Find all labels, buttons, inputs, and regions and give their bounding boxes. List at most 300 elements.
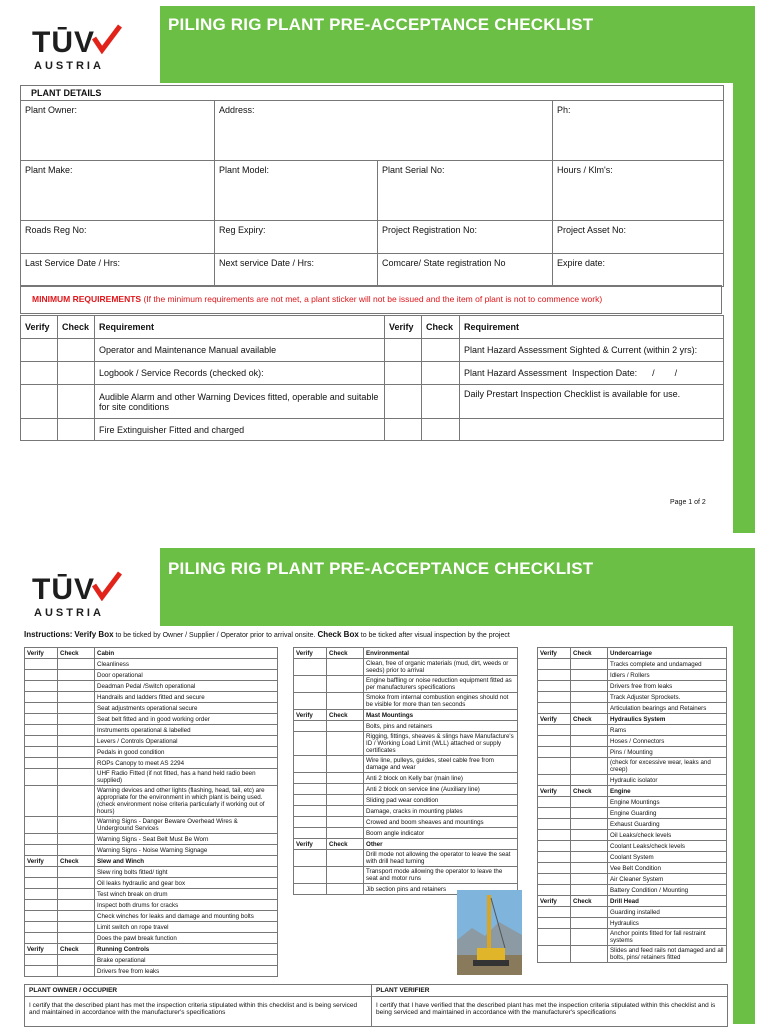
checklist-item: Hoses / Connectors	[608, 736, 727, 747]
verify-box[interactable]	[25, 889, 58, 900]
verify-box[interactable]	[538, 725, 571, 736]
logo-check-mark	[92, 24, 122, 54]
check-box[interactable]	[571, 758, 608, 775]
check-box[interactable]	[422, 419, 460, 441]
page-2	[0, 547, 768, 1024]
check-box[interactable]	[58, 659, 95, 670]
checklist-row	[25, 834, 278, 845]
check-box[interactable]	[58, 670, 95, 681]
check-box[interactable]	[58, 834, 95, 845]
verify-box[interactable]	[25, 878, 58, 889]
checklist-item: Guarding installed	[608, 907, 727, 918]
checklist-row	[538, 929, 727, 946]
check-box[interactable]	[58, 786, 95, 817]
check-box[interactable]	[571, 808, 608, 819]
checklist-row	[25, 786, 278, 817]
verify-box[interactable]	[538, 852, 571, 863]
check-header: Check	[58, 944, 95, 955]
checklist-item: Drivers free from leaks	[95, 966, 278, 977]
checklist-item: Coolant System	[608, 852, 727, 863]
checklist-row	[25, 769, 278, 786]
checklist-item: Anti 2 block on service line (Auxiliary line)	[364, 784, 518, 795]
verify-box[interactable]	[538, 681, 571, 692]
check-box[interactable]	[571, 659, 608, 670]
checklist-item: Air Cleaner System	[608, 874, 727, 885]
verify-box[interactable]	[25, 911, 58, 922]
field-plant-model[interactable]: Plant Model:	[215, 161, 378, 221]
plant-owner-header: PLANT OWNER / OCCUPIER	[25, 985, 372, 997]
check-box[interactable]	[58, 419, 95, 441]
field-project-asset[interactable]: Project Asset No:	[553, 221, 724, 254]
owner-certification-text: I certify that the described plant has met the inspection criteria stipulated within this checklist and is being serviced and maintained in accordance with the manufacturer's specifications	[25, 997, 372, 1027]
instructions	[24, 630, 510, 639]
verify-box[interactable]	[538, 918, 571, 929]
verify-box[interactable]	[21, 339, 58, 362]
check-box[interactable]	[327, 732, 364, 756]
checklist-row	[25, 878, 278, 889]
verify-box[interactable]	[294, 817, 327, 828]
verify-box[interactable]	[294, 756, 327, 773]
checklist-row	[294, 676, 518, 693]
checklist-row	[25, 681, 278, 692]
checklist-item: Seat belt fitted and in good working order	[95, 714, 278, 725]
checklist-item: Wire line, pulleys, guides, steel cable free from damage and wear	[364, 756, 518, 773]
checklist-row	[538, 918, 727, 929]
check-box[interactable]	[327, 817, 364, 828]
checklist-item: Sliding pad wear condition	[364, 795, 518, 806]
checklist-row	[538, 747, 727, 758]
checklist-item: Test winch break on drum	[95, 889, 278, 900]
field-hours[interactable]: Hours / Klm's:	[553, 161, 724, 221]
plant-verifier-header: PLANT VERIFIER	[372, 985, 728, 997]
check-header: Check	[327, 648, 364, 659]
verify-box[interactable]	[294, 659, 327, 676]
checklist-item: Tracks complete and undamaged	[608, 659, 727, 670]
check-box[interactable]	[422, 362, 460, 385]
check-box[interactable]	[327, 773, 364, 784]
verify-header: Verify	[294, 648, 327, 659]
checklist-item: Door operational	[95, 670, 278, 681]
verify-box[interactable]	[25, 703, 58, 714]
check-box[interactable]	[571, 819, 608, 830]
checklist-item: Engine baffling or noise reduction equipment fitted as per manufacturers specifications	[364, 676, 518, 693]
verify-box[interactable]	[25, 725, 58, 736]
verify-box[interactable]	[25, 922, 58, 933]
verify-box[interactable]	[21, 419, 58, 441]
check-box[interactable]	[571, 885, 608, 896]
checklist-row	[25, 933, 278, 944]
verify-box[interactable]	[294, 795, 327, 806]
check-box[interactable]	[58, 758, 95, 769]
verify-box[interactable]	[294, 773, 327, 784]
check-box[interactable]	[571, 725, 608, 736]
col-requirement: Requirement	[95, 316, 385, 339]
checklist-row	[538, 758, 727, 775]
checklist-item: Anti 2 block on Kelly bar (main line)	[364, 773, 518, 784]
check-box[interactable]	[571, 703, 608, 714]
verify-box[interactable]	[294, 806, 327, 817]
check-box[interactable]	[571, 670, 608, 681]
section-header-row	[538, 786, 727, 797]
check-box[interactable]	[571, 918, 608, 929]
verify-box[interactable]	[294, 721, 327, 732]
verify-box[interactable]	[538, 659, 571, 670]
check-box[interactable]	[327, 784, 364, 795]
check-box[interactable]	[58, 681, 95, 692]
checklist-item: Articulation bearings and Retainers	[608, 703, 727, 714]
checklist-item: Pedals in good condition	[95, 747, 278, 758]
check-box[interactable]	[571, 797, 608, 808]
check-header: Check	[58, 856, 95, 867]
logo-wordmark: TŪV	[32, 573, 95, 606]
verify-box[interactable]	[385, 362, 422, 385]
verify-box[interactable]	[25, 758, 58, 769]
verify-box[interactable]	[25, 747, 58, 758]
checklist-row	[25, 692, 278, 703]
checklist-row	[294, 721, 518, 732]
verifier-certification-text: I certify that I have verified that the described plant has met the inspection criteria stipulated within this checklist and is being serviced and maintained in accordance with the manufacturer's specifications	[372, 997, 728, 1027]
verify-box[interactable]	[294, 867, 327, 884]
check-box[interactable]	[327, 828, 364, 839]
check-box[interactable]	[58, 747, 95, 758]
check-box[interactable]	[58, 900, 95, 911]
verify-box[interactable]	[25, 736, 58, 747]
checklist-item: Transport mode allowing the operator to leave the seat and motor runs	[364, 867, 518, 884]
checklist-row	[25, 714, 278, 725]
checklist-row	[538, 907, 727, 918]
checklist-table	[537, 647, 727, 963]
verify-box[interactable]	[25, 681, 58, 692]
verify-box[interactable]	[538, 736, 571, 747]
check-box[interactable]	[571, 841, 608, 852]
verify-header: Verify	[538, 648, 571, 659]
checklist-column-1	[24, 647, 278, 977]
field-address[interactable]: Address:	[215, 101, 553, 161]
check-box[interactable]	[58, 703, 95, 714]
plant-details-header: PLANT DETAILS	[21, 86, 724, 101]
verify-box[interactable]	[25, 769, 58, 786]
verify-box[interactable]	[294, 676, 327, 693]
section-title: Cabin	[95, 648, 278, 659]
verify-box[interactable]	[538, 830, 571, 841]
field-reg-expiry[interactable]: Reg Expiry:	[215, 221, 378, 254]
checklist-item: Hydraulics	[608, 918, 727, 929]
check-box[interactable]	[58, 339, 95, 362]
checklist-column-3	[537, 647, 727, 963]
section-title: Drill Head	[608, 896, 727, 907]
checklist-item: Track Adjuster Sprockets.	[608, 692, 727, 703]
checklist-item: Anchor points fitted for fall restraint systems	[608, 929, 727, 946]
checklist-item: Pins / Mounting	[608, 747, 727, 758]
checklist-row	[538, 775, 727, 786]
field-expire-date[interactable]: Expire date:	[553, 254, 724, 287]
verify-box[interactable]	[538, 808, 571, 819]
checklist-item: Levers / Controls Operational	[95, 736, 278, 747]
check-box-label: Check Box	[317, 630, 359, 639]
section-header-row	[538, 714, 727, 725]
check-box[interactable]	[327, 884, 364, 895]
check-box[interactable]	[58, 878, 95, 889]
check-box[interactable]	[327, 756, 364, 773]
checklist-item: Idlers / Rollers	[608, 670, 727, 681]
check-box[interactable]	[571, 681, 608, 692]
check-box[interactable]	[571, 907, 608, 918]
field-ph[interactable]: Ph:	[553, 101, 724, 161]
field-roads-reg[interactable]: Roads Reg No:	[21, 221, 215, 254]
verify-box[interactable]	[21, 385, 58, 419]
section-title: Engine	[608, 786, 727, 797]
page-title: PILING RIG PLANT PRE-ACCEPTANCE CHECKLIST	[168, 559, 594, 578]
verify-box[interactable]	[25, 966, 58, 977]
min-req-label: MINIMUM REQUIREMENTS	[32, 294, 142, 304]
checklist-row	[538, 819, 727, 830]
verify-box[interactable]	[385, 385, 422, 419]
field-comcare[interactable]: Comcare/ State registration No	[378, 254, 553, 287]
check-box[interactable]	[58, 692, 95, 703]
verify-box[interactable]	[25, 817, 58, 834]
verify-box[interactable]	[538, 907, 571, 918]
section-title: Other	[364, 839, 518, 850]
logo-wordmark: TŪV	[32, 26, 95, 59]
logo-subtitle: AUSTRIA	[34, 60, 104, 72]
check-box[interactable]	[327, 795, 364, 806]
field-plant-make[interactable]: Plant Make:	[21, 161, 215, 221]
check-box[interactable]	[571, 692, 608, 703]
checklist-row	[538, 692, 727, 703]
checklist-row	[25, 758, 278, 769]
tuv-logo	[32, 573, 122, 621]
checklist-row	[538, 670, 727, 681]
checklist-item: Check winches for leaks and damage and mounting bolts	[95, 911, 278, 922]
checklist-item: Seat adjustments operational secure	[95, 703, 278, 714]
checklist-item: ROPs Canopy to meet AS 2294	[95, 758, 278, 769]
checklist-item: Warning Signs - Seat Belt Must Be Worn	[95, 834, 278, 845]
verify-box[interactable]	[538, 841, 571, 852]
verify-box[interactable]	[25, 714, 58, 725]
verify-header: Verify	[294, 710, 327, 721]
check-box[interactable]	[58, 966, 95, 977]
check-header: Check	[327, 839, 364, 850]
checklist-row	[294, 773, 518, 784]
checklist-row	[294, 828, 518, 839]
verify-box[interactable]	[25, 955, 58, 966]
verify-box[interactable]	[538, 885, 571, 896]
requirement-item	[460, 419, 724, 441]
checklist-item: Warning Signs - Danger Beware Overhead Wires & Underground Services	[95, 817, 278, 834]
checklist-row	[294, 867, 518, 884]
verify-box[interactable]	[25, 834, 58, 845]
section-title: Mast Mountings	[364, 710, 518, 721]
verify-box[interactable]	[538, 775, 571, 786]
check-box[interactable]	[327, 676, 364, 693]
verify-box[interactable]	[538, 758, 571, 775]
check-box[interactable]	[571, 863, 608, 874]
checklist-item: Deadman Pedal /Switch operational	[95, 681, 278, 692]
checklist-item: (check for excessive wear, leaks and creep)	[608, 758, 727, 775]
verify-box[interactable]	[294, 850, 327, 867]
verify-box[interactable]	[538, 863, 571, 874]
check-box[interactable]	[327, 867, 364, 884]
checklist-row	[294, 850, 518, 867]
page-number: Page 1 of 2	[670, 499, 706, 506]
check-box[interactable]	[327, 659, 364, 676]
verify-box[interactable]	[25, 900, 58, 911]
checklist-item: Does the pawl break function	[95, 933, 278, 944]
check-box[interactable]	[571, 929, 608, 946]
field-next-service[interactable]: Next service Date / Hrs:	[215, 254, 378, 287]
verify-box[interactable]	[25, 692, 58, 703]
min-requirements-bar	[20, 285, 722, 314]
check-box[interactable]	[58, 769, 95, 786]
check-box[interactable]	[58, 385, 95, 419]
checklist-row	[25, 747, 278, 758]
requirement-item: Plant Hazard Assessment Sighted & Current (within 2 yrs):	[460, 339, 724, 362]
check-box[interactable]	[58, 845, 95, 856]
checklist-item: Engine Mountings	[608, 797, 727, 808]
check-box[interactable]	[327, 721, 364, 732]
check-box[interactable]	[58, 714, 95, 725]
check-box[interactable]	[58, 725, 95, 736]
checklist-item: Bolts, pins and retainers	[364, 721, 518, 732]
check-box[interactable]	[58, 817, 95, 834]
requirement-item: Daily Prestart Inspection Checklist is available for use.	[460, 385, 724, 419]
checklist-row	[538, 841, 727, 852]
field-plant-serial[interactable]: Plant Serial No:	[378, 161, 553, 221]
check-box[interactable]	[571, 747, 608, 758]
checklist-row	[25, 900, 278, 911]
verify-header: Verify	[25, 648, 58, 659]
check-box[interactable]	[327, 806, 364, 817]
verify-box[interactable]	[25, 670, 58, 681]
logo-subtitle: AUSTRIA	[34, 607, 104, 619]
verify-box[interactable]	[385, 419, 422, 441]
col-check: Check	[58, 316, 95, 339]
checklist-item: Slew ring bolts fitted/ tight	[95, 867, 278, 878]
check-header: Check	[571, 714, 608, 725]
checklist-item: Oil leaks hydraulic and gear box	[95, 878, 278, 889]
checklist-row	[25, 725, 278, 736]
verify-box[interactable]	[538, 747, 571, 758]
verify-box[interactable]	[25, 867, 58, 878]
check-header: Check	[327, 710, 364, 721]
verify-box[interactable]	[294, 828, 327, 839]
logo-check-mark	[92, 571, 122, 601]
verify-box[interactable]	[25, 786, 58, 817]
requirement-item: Audible Alarm and other Warning Devices fitted, operable and suitable for site conditions	[95, 385, 385, 419]
check-box[interactable]	[422, 385, 460, 419]
verify-box[interactable]	[538, 874, 571, 885]
verify-box[interactable]	[21, 362, 58, 385]
check-box[interactable]	[422, 339, 460, 362]
check-box[interactable]	[571, 852, 608, 863]
checklist-item: Battery Condition / Mounting	[608, 885, 727, 896]
checklist-row	[538, 736, 727, 747]
checklist-item: Damage, cracks in mounting plates	[364, 806, 518, 817]
checklist-row	[538, 830, 727, 841]
checklist-item: Hydraulic isolator	[608, 775, 727, 786]
checklist-row	[538, 874, 727, 885]
col-verify: Verify	[21, 316, 58, 339]
check-header: Check	[571, 648, 608, 659]
check-box[interactable]	[58, 922, 95, 933]
verify-box[interactable]	[294, 693, 327, 710]
verify-box[interactable]	[538, 946, 571, 963]
verify-box[interactable]	[538, 929, 571, 946]
verify-box[interactable]	[294, 732, 327, 756]
checklist-row	[538, 863, 727, 874]
checklist-item: Clean, free of organic materials (mud, dirt, weeds or seeds) prior to arrival	[364, 659, 518, 676]
verify-box[interactable]	[25, 659, 58, 670]
requirement-item: Operator and Maintenance Manual available	[95, 339, 385, 362]
checklist-table	[293, 647, 518, 895]
col-verify-right: Verify	[385, 316, 422, 339]
check-box[interactable]	[58, 955, 95, 966]
verify-box[interactable]	[25, 845, 58, 856]
verify-header: Verify	[538, 786, 571, 797]
verify-header: Verify	[538, 714, 571, 725]
checklist-item: Jib section pins and retainers	[364, 884, 518, 895]
requirement-item: Fire Extinguisher Fitted and charged	[95, 419, 385, 441]
check-box[interactable]	[571, 874, 608, 885]
verify-box[interactable]	[538, 670, 571, 681]
verify-box[interactable]	[385, 339, 422, 362]
field-project-reg[interactable]: Project Registration No:	[378, 221, 553, 254]
verify-box[interactable]	[538, 692, 571, 703]
checklist-row	[538, 852, 727, 863]
check-box[interactable]	[571, 736, 608, 747]
verify-box[interactable]	[25, 933, 58, 944]
check-box[interactable]	[58, 867, 95, 878]
section-title: Undercarriage	[608, 648, 727, 659]
piling-rig-photo	[457, 890, 522, 975]
check-box[interactable]	[58, 889, 95, 900]
check-box[interactable]	[571, 830, 608, 841]
checklist-row	[294, 756, 518, 773]
checklist-item: Handrails and ladders fitted and secure	[95, 692, 278, 703]
verify-box[interactable]	[538, 797, 571, 808]
check-box[interactable]	[58, 933, 95, 944]
checklist-item: Instruments operational & labelled	[95, 725, 278, 736]
plant-details-table	[20, 85, 724, 287]
field-last-service[interactable]: Last Service Date / Hrs:	[21, 254, 215, 287]
page-separator	[0, 535, 768, 547]
verify-box[interactable]	[294, 784, 327, 795]
col-requirement-right: Requirement	[460, 316, 724, 339]
check-box[interactable]	[571, 775, 608, 786]
check-box[interactable]	[327, 850, 364, 867]
check-box[interactable]	[58, 736, 95, 747]
checklist-row	[25, 867, 278, 878]
check-box[interactable]	[58, 362, 95, 385]
section-header-row	[25, 648, 278, 659]
checklist-item: Warning devices and other lights (flashing, head, tail, etc) are appropriate for the environment in which plant is being used. (check environment noise criteria particularly if working out of hours)	[95, 786, 278, 817]
check-box[interactable]	[571, 946, 608, 963]
section-title: Hydraulics System	[608, 714, 727, 725]
verify-box[interactable]	[294, 884, 327, 895]
section-header-row	[25, 856, 278, 867]
checklist-row	[538, 659, 727, 670]
verify-header: Verify	[25, 856, 58, 867]
verify-header: Verify	[538, 896, 571, 907]
checklist-row	[538, 703, 727, 714]
check-box[interactable]	[327, 693, 364, 710]
verify-box[interactable]	[538, 819, 571, 830]
section-title: Environmental	[364, 648, 518, 659]
checklist-row	[538, 797, 727, 808]
verify-box[interactable]	[538, 703, 571, 714]
check-box[interactable]	[58, 911, 95, 922]
field-plant-owner[interactable]: Plant Owner:	[21, 101, 215, 161]
